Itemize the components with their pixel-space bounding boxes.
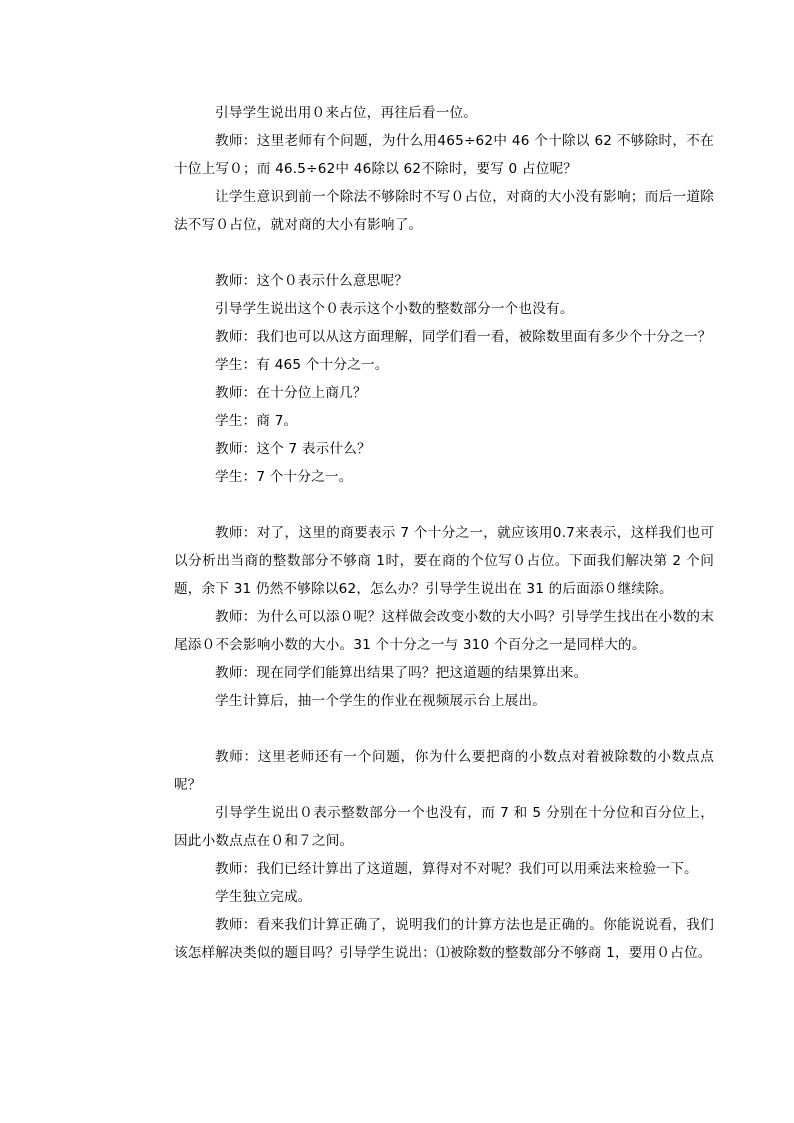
paragraph: 教师：这个 7 表示什么？ <box>215 441 371 457</box>
paragraph: 教师：这里老师有个问题，为什么用465÷62中 46 个十除以 62 不够除时，不在十位上写０；而 46.5÷62中 46除以 62不除时，要写 0 占位呢？ <box>174 133 714 177</box>
paragraph-gap <box>174 239 714 267</box>
paragraph: 教师：为什么可以添０呢？这样做会改变小数的大小吗？引导学生找出在小数的末尾添０不会影响小数的大小。31 个十分之一与 310 个百分之一是同样大的。 <box>174 609 714 653</box>
paragraph: 教师：在十分位上商几？ <box>215 385 367 401</box>
paragraph: 教师：现在同学们能算出结果了吗？把这道题的结果算出来。 <box>215 665 588 681</box>
paragraph: 教师：这个０表示什么意思呢？ <box>215 273 409 289</box>
document-body <box>174 99 714 967</box>
paragraph: 学生计算后，抽一个学生的作业在视频展示台上展出。 <box>215 693 547 709</box>
paragraph: 教师：我们也可以从这方面理解，同学们看一看，被除数里面有多少个十分之一？ <box>215 329 712 345</box>
paragraph: 引导学生说出用０来占位，再往后看一位。 <box>215 105 478 121</box>
paragraph: 学生：有 465 个十分之一。 <box>215 357 389 373</box>
paragraph-gap <box>174 491 714 519</box>
paragraph-gap <box>174 715 714 743</box>
paragraph: 引导学生说出０表示整数部分一个也没有，而 7 和 5 分别在十分位和百分位上，因此小数点点在０和７之间。 <box>174 805 714 849</box>
paragraph: 教师：这里老师还有一个问题，你为什么要把商的小数点对着被除数的小数点点呢？ <box>174 749 714 793</box>
paragraph: 教师：看来我们计算正确了，说明我们的计算方法也是正确的。你能说说看，我们该怎样解决类似的题目吗？引导学生说出：⑴被除数的整数部分不够商 1，要用０占位。 <box>174 917 714 961</box>
paragraph: 让学生意识到前一个除法不够除时不写０占位，对商的大小没有影响；而后一道除法不写０占位，就对商的大小有影响了。 <box>174 189 714 233</box>
paragraph: 教师：我们已经计算出了这道题，算得对不对呢？我们可以用乘法来检验一下。 <box>215 861 698 877</box>
paragraph: 学生：商 7。 <box>215 413 298 429</box>
paragraph: 学生独立完成。 <box>215 889 312 905</box>
paragraph: 教师：对了，这里的商要表示 7 个十分之一，就应该用0.7来表示，这样我们也可以分析出当商的整数部分不够商 1时，要在商的个位写０占位。下面我们解决第 2 个问题，余下 31 仍然不够除以62，怎么办？引导学生说出在 31 的后面添０继续除。 <box>174 525 714 597</box>
paragraph: 引导学生说出这个０表示这个小数的整数部分一个也没有。 <box>215 301 574 317</box>
paragraph: 学生：7 个十分之一。 <box>215 469 353 485</box>
